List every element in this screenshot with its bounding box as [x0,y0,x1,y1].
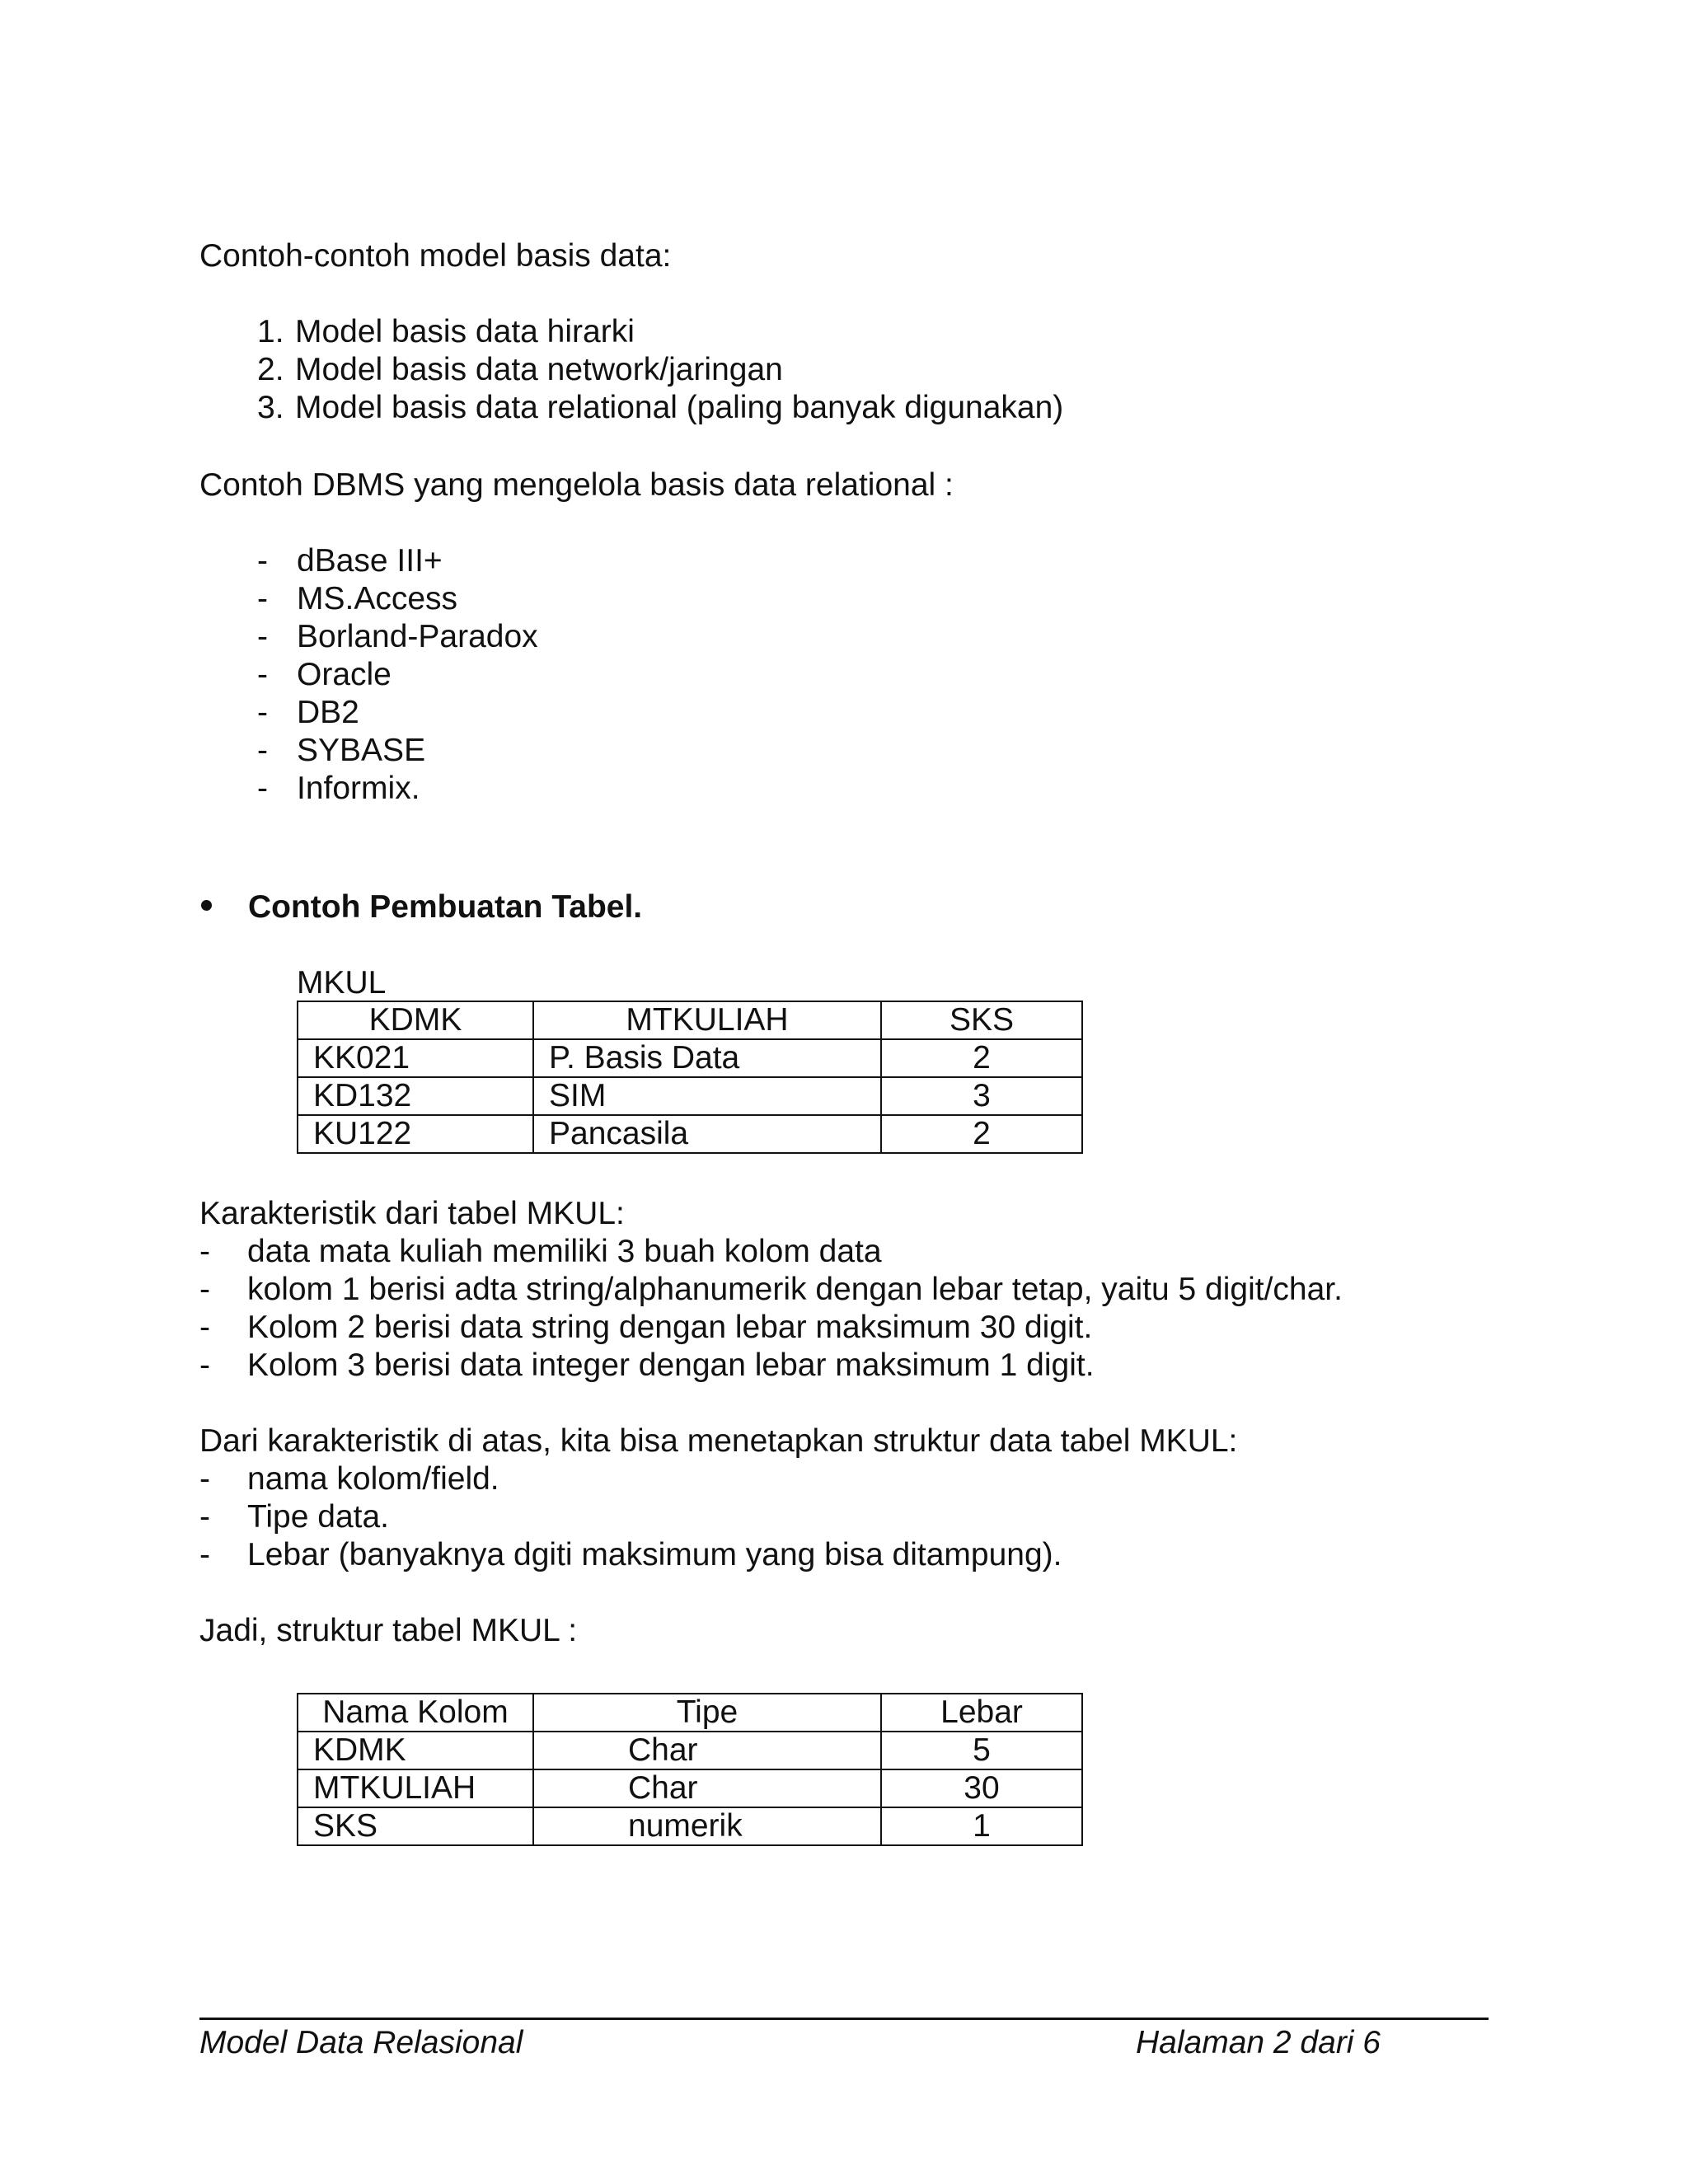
dbms-intro: Contoh DBMS yang mengelola basis data relational : [199,467,954,503]
list-item [257,580,538,618]
list-item [257,618,538,656]
table-header-cell: Lebar [881,1694,1082,1732]
list-item-text: nama kolom/field. [247,1461,499,1497]
table-header-cell: KDMK [298,1001,533,1039]
models-list [257,313,1064,427]
dash-mark: - [199,1537,210,1572]
structure-table [297,1693,1083,1846]
list-number: 3. [257,390,284,425]
dbms-list [257,542,538,808]
list-number: 2. [257,352,284,387]
list-item-text: Model basis data hirarki [295,314,635,349]
derive-heading: Dari karakteristik di atas, kita bisa menetapkan struktur data tabel MKUL: [199,1423,1238,1459]
dash-mark: - [257,543,268,579]
table-cell: KU122 [298,1115,533,1153]
table-cell: KK021 [298,1039,533,1077]
dash-mark: - [199,1499,210,1535]
table-header-cell: Nama Kolom [298,1694,533,1732]
table-row [298,1115,1082,1153]
table-cell: 2 [881,1039,1082,1077]
table-header-cell: SKS [881,1001,1082,1039]
derive-list [199,1460,1062,1574]
list-item-text: kolom 1 berisi adta string/alphanumerik dengan lebar tetap, yaitu 5 digit/char. [247,1272,1343,1307]
table-cell: 30 [881,1769,1082,1807]
dash-mark: - [257,695,268,730]
dash-mark: - [257,657,268,692]
table-cell: 3 [881,1077,1082,1115]
list-item [199,1233,1343,1271]
list-item-text: Model basis data network/jaringan [295,352,783,387]
section-heading [199,888,642,926]
mkul-table [297,1001,1083,1154]
list-number: 1. [257,314,284,349]
list-item [199,1536,1062,1574]
list-item [257,656,538,694]
list-item [257,313,1063,351]
list-item-text: dBase III+ [297,543,443,579]
dash-mark: - [199,1272,210,1307]
table-row [298,1732,1082,1769]
table-cell: MTKULIAH [298,1769,533,1807]
dash-mark: - [257,581,268,616]
table-cell: numerik [533,1807,881,1845]
list-item [199,1460,1062,1498]
list-item-text: Borland-Paradox [297,619,538,654]
section-heading-text: Contoh Pembuatan Tabel. [248,889,643,925]
table-cell: KDMK [298,1732,533,1769]
table-row [298,1769,1082,1807]
characteristics-list [199,1233,1343,1385]
table-header-row [298,1694,1082,1732]
list-item [257,694,538,732]
list-item-text: SYBASE [297,733,426,768]
table-header-cell: Tipe [533,1694,881,1732]
dash-mark: - [199,1461,210,1497]
dash-mark: - [199,1234,210,1269]
table-cell: SIM [533,1077,881,1115]
table-header-row [298,1001,1082,1039]
dash-mark: - [257,771,268,806]
table-cell: Pancasila [533,1115,881,1153]
table-cell: P. Basis Data [533,1039,881,1077]
table-cell: SKS [298,1807,533,1845]
list-item [199,1498,1062,1536]
list-item-text: Informix. [297,771,420,806]
table-row [298,1039,1082,1077]
table-cell: Char [533,1769,881,1807]
footer-title: Model Data Relasional [199,2025,523,2060]
table-cell: 5 [881,1732,1082,1769]
footer-page-number: Halaman 2 dari 6 [1136,2025,1381,2060]
dash-mark: - [199,1347,210,1383]
table-row [298,1807,1082,1845]
list-item [199,1271,1343,1309]
dash-mark: - [257,733,268,768]
list-item-text: Oracle [297,657,392,692]
list-item-text: data mata kuliah memiliki 3 buah kolom data [247,1234,882,1269]
list-item-text: Lebar (banyaknya dgiti maksimum yang bisa ditampung). [247,1537,1062,1572]
list-item [257,732,538,770]
table-header-cell: MTKULIAH [533,1001,881,1039]
list-item-text: Tipe data. [247,1499,389,1535]
list-item-text: Kolom 2 berisi data string dengan lebar maksimum 30 digit. [247,1310,1093,1345]
list-item [257,351,1063,389]
table-cell: Char [533,1732,881,1769]
list-item-text: DB2 [297,695,359,730]
list-item [199,1309,1343,1347]
list-item [257,770,538,808]
table-cell: 1 [881,1807,1082,1845]
list-item-text: MS.Access [297,581,458,616]
list-item [257,542,538,580]
list-item-text: Model basis data relational (paling banyak digunakan) [295,390,1064,425]
characteristics-heading: Karakteristik dari tabel MKUL: [199,1196,625,1231]
table-cell: 2 [881,1115,1082,1153]
list-item [199,1347,1343,1385]
list-item-text: Kolom 3 berisi data integer dengan lebar maksimum 1 digit. [247,1347,1095,1383]
footer-divider [199,2018,1489,2020]
table-cell: KD132 [298,1077,533,1115]
list-item [257,389,1064,427]
structure-heading: Jadi, struktur tabel MKUL : [199,1613,578,1648]
table-row [298,1077,1082,1115]
table-caption: MKUL [297,965,387,1001]
dash-mark: - [199,1310,210,1345]
models-intro: Contoh-contoh model basis data: [199,238,672,274]
bullet-icon [201,900,212,911]
dash-mark: - [257,619,268,654]
